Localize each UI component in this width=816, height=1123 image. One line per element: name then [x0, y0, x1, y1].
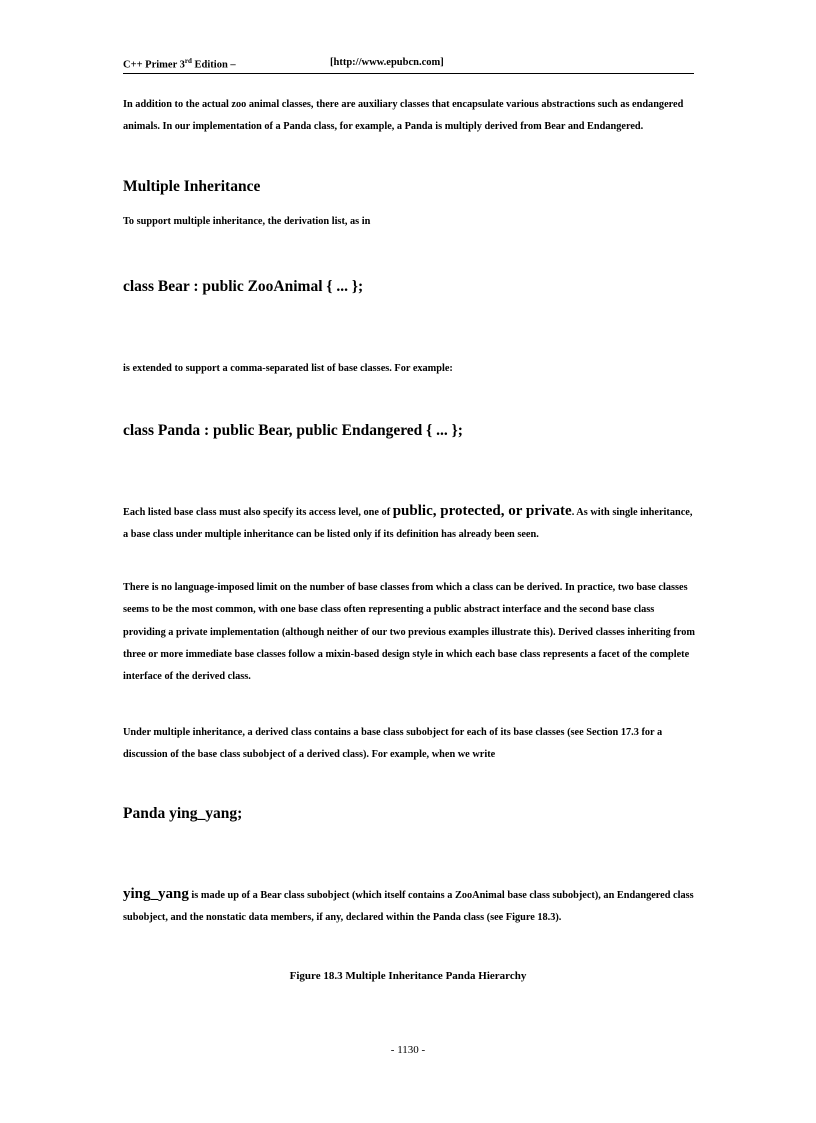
section-title: Multiple Inheritance: [123, 178, 261, 195]
ying-yang-term: ying_yang: [123, 886, 189, 902]
title-superscript: rd: [184, 57, 192, 65]
code-panda: class Panda : public Bear, public Endangered { ... };: [123, 422, 463, 439]
header-url: [http://www.epubcn.com]: [330, 57, 444, 68]
ying-yang-paragraph: ying_yang is made up of a Bear class subobject (which itself contains a ZooAnimal base class subobject), an Endangered class subobject, and the nonstatic data members, if any, declared within the Panda class (see Figure 18.3).: [123, 886, 694, 924]
intro-paragraph: In addition to the actual zoo animal classes, there are auxiliary classes that encapsulate various abstractions such as endangered animals. In our implementation of a Panda class, for example, a Panda is multiply derived from Bear and Endangered.: [123, 99, 684, 133]
page-number: - 1130 -: [390, 1044, 426, 1056]
subobject-paragraph: Under multiple inheritance, a derived class contains a base class subobject for each of its base classes (see Section 17.3 for a discussion of the base class subobject of a derived class). For example, when we write: [123, 727, 663, 761]
book-title: C++ Primer 3rd Edition –: [123, 57, 236, 71]
access-paragraph: Each listed base class must also specify its access level, one of public, protected, or private. As with single inheritance, a base class under multiple inheritance can be listed only if its definition has already been seen.: [123, 503, 693, 541]
code-ying-yang: Panda ying_yang;: [123, 805, 243, 822]
extended-line: is extended to support a comma-separated list of base classes. For example:: [123, 363, 453, 374]
access-keywords: public, protected, or private: [392, 503, 572, 519]
code-bear: class Bear : public ZooAnimal { ... };: [123, 278, 364, 295]
limit-paragraph: There is no language-imposed limit on the number of base classes from which a class can be derived. In practice, two base classes seems to be the most common, with one base class often representing a public abstract interface and the second base class providing a private implementation (although neither of our two previous examples illustrate this). Derived classes inheriting from three or more immediate base classes follow a mixin-based design style in which each base class represents a facet of the complete interface of the derived class.: [123, 582, 695, 683]
figure-caption: Figure 18.3 Multiple Inheritance Panda Hierarchy: [289, 970, 527, 982]
support-line: To support multiple inheritance, the derivation list, as in: [123, 216, 371, 227]
page-header: [123, 57, 694, 74]
